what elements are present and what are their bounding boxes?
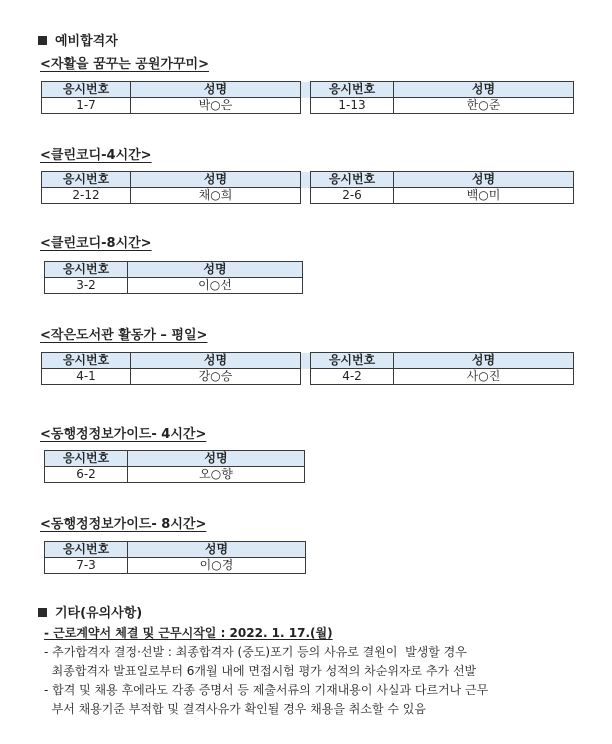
note-additional-selection: - 추가합격자 결정·선발 : 최종합격자 (중도)포기 등의 사유로 결원이 발생할 경우 [44, 645, 467, 659]
applicant-name: 박○은 [131, 98, 301, 114]
applicant-id: 4-1 [42, 369, 131, 385]
applicant-name: 강○승 [131, 369, 301, 385]
table-header-row [45, 262, 303, 278]
table-row [45, 558, 306, 574]
col-header-id: 응시번호 [42, 172, 131, 188]
applicant-name: 이○경 [128, 558, 306, 574]
col-header-name: 성명 [128, 451, 305, 467]
table-gap [301, 188, 311, 204]
table-row [42, 188, 574, 204]
col-header-name: 성명 [128, 262, 303, 278]
section-title-clean-coordi-8h: <클린코디-8시간> [40, 236, 152, 251]
applicant-id: 1-13 [311, 98, 394, 114]
col-header-name: 성명 [131, 353, 301, 369]
note-cancellation-cont: 부서 채용기준 부적합 및 결격사유가 확인될 경우 채용을 취소할 수 있음 [44, 702, 426, 716]
col-header-name: 성명 [128, 542, 306, 558]
roster-table-small-library-weekday [41, 352, 574, 385]
section-title-park-caretaker: <자활을 꿈꾸는 공원가꾸미> [40, 57, 209, 72]
col-header-id: 응시번호 [311, 353, 394, 369]
col-header-name: 성명 [131, 82, 301, 98]
roster-table-park-caretaker [41, 81, 574, 114]
section-title-info-guide-4h: <동행정정보가이드- 4시간> [40, 427, 207, 442]
notes-heading-text: 기타(유의사항) [55, 606, 143, 621]
square-bullet-icon [38, 608, 47, 617]
table-row [42, 98, 574, 114]
table-header-row [42, 82, 574, 98]
col-header-id: 응시번호 [45, 262, 128, 278]
applicant-id: 2-6 [311, 188, 394, 204]
col-header-id: 응시번호 [311, 172, 394, 188]
applicant-id: 1-7 [42, 98, 131, 114]
table-header-row [45, 542, 306, 558]
roster-table-info-guide-8h [44, 541, 306, 574]
table-gap [301, 353, 311, 369]
table-gap [301, 172, 311, 188]
applicant-name: 이○선 [128, 278, 303, 294]
col-header-name: 성명 [131, 172, 301, 188]
applicant-id: 4-2 [311, 369, 394, 385]
col-header-name: 성명 [394, 353, 574, 369]
applicant-id: 7-3 [45, 558, 128, 574]
section-title-info-guide-8h: <동행정정보가이드- 8시간> [40, 517, 207, 532]
main-heading [38, 30, 118, 49]
table-header-row [42, 172, 574, 188]
table-gap [301, 98, 311, 114]
table-row [42, 369, 574, 385]
roster-table-clean-coordi-8h [44, 261, 303, 294]
col-header-id: 응시번호 [311, 82, 394, 98]
applicant-id: 6-2 [45, 467, 128, 483]
applicant-name: 채○희 [131, 188, 301, 204]
square-bullet-icon [38, 36, 47, 45]
table-gap [301, 82, 311, 98]
roster-table-clean-coordi-4h [41, 171, 574, 204]
col-header-id: 응시번호 [45, 542, 128, 558]
col-header-id: 응시번호 [45, 451, 128, 467]
table-row [45, 467, 305, 483]
note-cancellation: - 합격 및 채용 후에라도 각종 증명서 등 제출서류의 기재내용이 사실과 다르거나 근무 [44, 683, 489, 697]
notes-list [44, 624, 488, 719]
table-row [45, 278, 303, 294]
table-header-row [45, 451, 305, 467]
col-header-name: 성명 [394, 172, 574, 188]
applicant-name: 오○향 [128, 467, 305, 483]
applicant-name: 한○준 [394, 98, 574, 114]
col-header-id: 응시번호 [42, 353, 131, 369]
note-start-date: - 근로계약서 체결 및 근무시작일 : 2022. 1. 17.(월) [44, 626, 333, 640]
applicant-id: 3-2 [45, 278, 128, 294]
main-heading-text: 예비합격자 [55, 34, 118, 49]
roster-table-info-guide-4h [44, 450, 305, 483]
col-header-id: 응시번호 [42, 82, 131, 98]
applicant-name: 사○진 [394, 369, 574, 385]
applicant-id: 2-12 [42, 188, 131, 204]
notes-heading [38, 602, 142, 621]
section-title-small-library-weekday: <작은도서관 활동가 – 평일> [40, 328, 208, 343]
table-header-row [42, 353, 574, 369]
applicant-name: 백○미 [394, 188, 574, 204]
section-title-clean-coordi-4h: <클린코디-4시간> [40, 148, 152, 163]
table-gap [301, 369, 311, 385]
col-header-name: 성명 [394, 82, 574, 98]
note-additional-selection-cont: 최종합격자 발표일로부터 6개월 내에 면접시험 평가 성적의 차순위자로 추가 선발 [44, 664, 477, 678]
